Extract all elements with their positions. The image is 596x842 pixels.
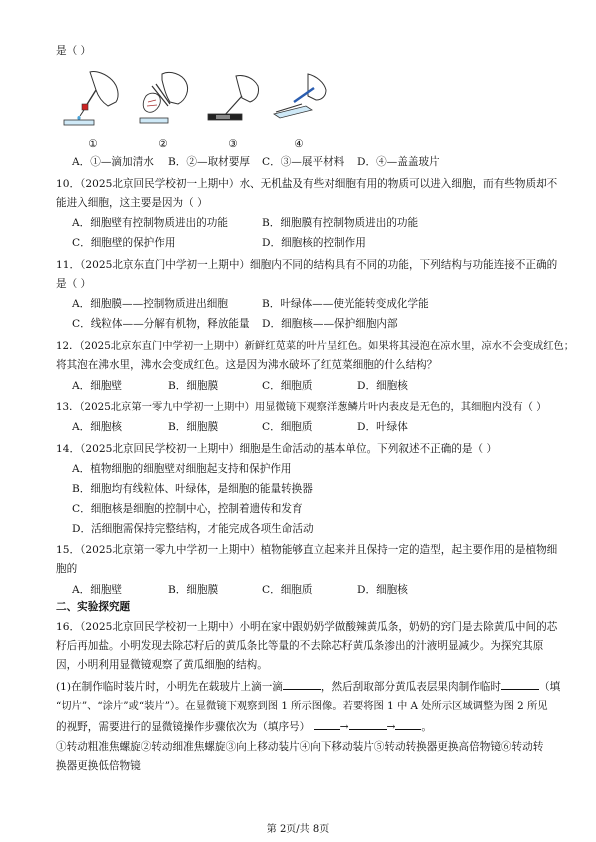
- q9-option-c: C．③—展平材料: [262, 156, 345, 168]
- q10-stem-line1: 10．（2025北京回民学校初一上期中）水、无机盐及有些对细胞有用的物质可以进入细胞，而有些物质却不: [56, 178, 558, 190]
- q13-option-b: B．细胞膜: [168, 421, 219, 433]
- q9-option-a: A．①—滴加清水: [72, 156, 154, 168]
- q10-option-c: C．细胞壁的保护作用: [72, 237, 176, 249]
- hand-coverslip-icon: [268, 66, 330, 136]
- q16-stem-line1: 16．（2025北京回民学校初一上期中）小明在家中跟奶奶学做酸辣黄瓜条，奶奶的窍门是去除黄瓜中间的芯: [56, 621, 558, 633]
- period: 。: [421, 721, 432, 733]
- q14-stem-line1: 14．（2025北京回民学校初一上期中）细胞是生命活动的基本单位。下列叙述不正确的是（ ）: [56, 443, 498, 455]
- q14-option-d: D．活细胞需保持完整结构，才能完成各项生命活动: [72, 523, 314, 535]
- q10-option-a: A．细胞壁有控制物质进出的功能: [72, 217, 228, 229]
- q9-option-b: B．②—取材要厚: [168, 156, 250, 168]
- figure-taking-material: [132, 66, 194, 150]
- figure-number: ④: [294, 138, 304, 150]
- q13-stem-line1: 13．（2025北京第一零九中学初一上期中）用显微镜下观察洋葱鳞片叶内表皮是无色的，其细胞内没有（ ）: [56, 401, 547, 413]
- q16-stem-line2: 籽后再加盐。小明发现去除芯籽后的黄瓜条比等量的不去除芯籽黄瓜条渗出的汁液明显减少。为探究其原: [56, 640, 544, 652]
- q16-sub1-text-a: (1)在制作临时装片时，小明先在载玻片上滴一滴: [56, 681, 283, 693]
- page-footer: 第 2页/共 8页: [266, 824, 330, 835]
- q11-stem-line1: 11．（2025北京东直门中学初一上期中）细胞内不同的结构具有不同的功能，下列结构与功能连接不正确的: [56, 259, 558, 271]
- q15-option-c: C．细胞质: [262, 584, 313, 596]
- q10-option-d: D．细胞核的控制作用: [262, 237, 366, 249]
- q11-option-d: D．细胞核——保护细胞内部: [262, 318, 398, 330]
- q12-option-a: A．细胞壁: [72, 380, 123, 392]
- q11-option-b: B．叶绿体——使光能转变成化学能: [262, 298, 429, 310]
- q16-sub1-line2: “切片”、“涂片”或“装片”）。在显微镜下观察到图 1 所示图像。若要将图 1 中 A 处所示区域调整为图 2 所见: [56, 700, 548, 712]
- q16-sub1-line3: [56, 719, 432, 734]
- q9-figure-row: [62, 66, 332, 150]
- figure-number: ②: [158, 138, 168, 150]
- q14-option-c: C．细胞核是细胞的控制中心，控制着遗传和发育: [72, 503, 303, 515]
- q15-option-a: A．细胞壁: [72, 584, 123, 596]
- hand-tweezers-icon: [132, 66, 194, 136]
- q12-option-b: B．细胞膜: [168, 380, 219, 392]
- q15-option-b: B．细胞膜: [168, 584, 219, 596]
- hand-needle-icon: [202, 66, 264, 136]
- figure-covering-slip: [268, 66, 330, 150]
- q16-sub1-line1: [56, 679, 560, 694]
- q11-option-c: C．线粒体——分解有机物，释放能量: [72, 318, 250, 330]
- q16-sub1-line3-text: 的视野，需要进行的显微镜操作步骤依次为（填序号）: [56, 721, 311, 733]
- q12-stem-line2: 将其泡在沸水里，沸水会变成红色。这是因为沸水破坏了红苋菜细胞的什么结构？: [56, 359, 438, 371]
- q13-option-d: D．叶绿体: [357, 421, 408, 433]
- q16-stem-line3: 因，小明利用显微镜观察了黄瓜细胞的结构。: [56, 659, 268, 671]
- q13-option-c: C．细胞质: [262, 421, 313, 433]
- q12-option-d: D．细胞核: [357, 380, 408, 392]
- q15-stem-line1: 15．（2025北京第一零九中学初一上期中）植物能够直立起来并且保持一定的造型，起主要作用的是植物细: [56, 544, 558, 556]
- figure-number: ①: [88, 138, 98, 150]
- q10-option-b: B．细胞膜有控制物质进出的功能: [262, 217, 419, 229]
- q10-stem-line2: 能进入细胞，这主要是因为（ ）: [56, 197, 208, 209]
- figure-dropping-water: [62, 66, 124, 150]
- answer-blank-step-1[interactable]: [314, 719, 340, 730]
- figure-spreading-material: [202, 66, 264, 150]
- figure-number: ③: [228, 138, 238, 150]
- answer-blank-step-2[interactable]: [349, 719, 387, 730]
- arrow-2: →: [386, 721, 396, 733]
- q16-steps-line2: 换器更换低倍物镜: [56, 760, 141, 772]
- q15-stem-line2: 胞的: [56, 563, 78, 575]
- q16-steps-line1: ①转动粗准焦螺旋②转动细准焦螺旋③向上移动装片④向下移动装片⑤转动转换器更换高倍物镜⑥转动转: [56, 741, 544, 753]
- q11-option-a: A．细胞膜——控制物质进出细胞: [72, 298, 228, 310]
- q11-stem-line2: 是（ ）: [56, 278, 92, 290]
- answer-blank-2[interactable]: [501, 679, 539, 690]
- answer-blank-step-3[interactable]: [395, 719, 421, 730]
- answer-blank-1[interactable]: [283, 679, 321, 690]
- question-9-stem-end: 是（ ）: [56, 45, 92, 57]
- section-heading: 二、实验探究题: [56, 601, 131, 613]
- q16-sub1-text-b: ，然后刮取部分黄瓜表层果肉制作临时: [320, 681, 501, 693]
- q15-option-d: D．细胞核: [357, 584, 408, 596]
- hand-dropper-icon: [62, 66, 124, 136]
- q9-option-d: D．④—盖盖玻片: [357, 156, 440, 168]
- q14-option-b: B．细胞均有线粒体、叶绿体，是细胞的能量转换器: [72, 483, 313, 495]
- arrow-1: →: [339, 721, 349, 733]
- q14-option-a: A．植物细胞的细胞壁对细胞起支持和保护作用: [72, 463, 292, 475]
- q16-sub1-text-c: （填: [538, 681, 561, 693]
- q13-option-a: A．细胞核: [72, 421, 123, 433]
- q12-option-c: C．细胞质: [262, 380, 313, 392]
- q12-stem-line1: 12．（2025北京东直门中学初一上期中）新鲜红苋菜的叶片呈红色。如果将其浸泡在凉水里，凉水不会变成红色；: [56, 340, 575, 352]
